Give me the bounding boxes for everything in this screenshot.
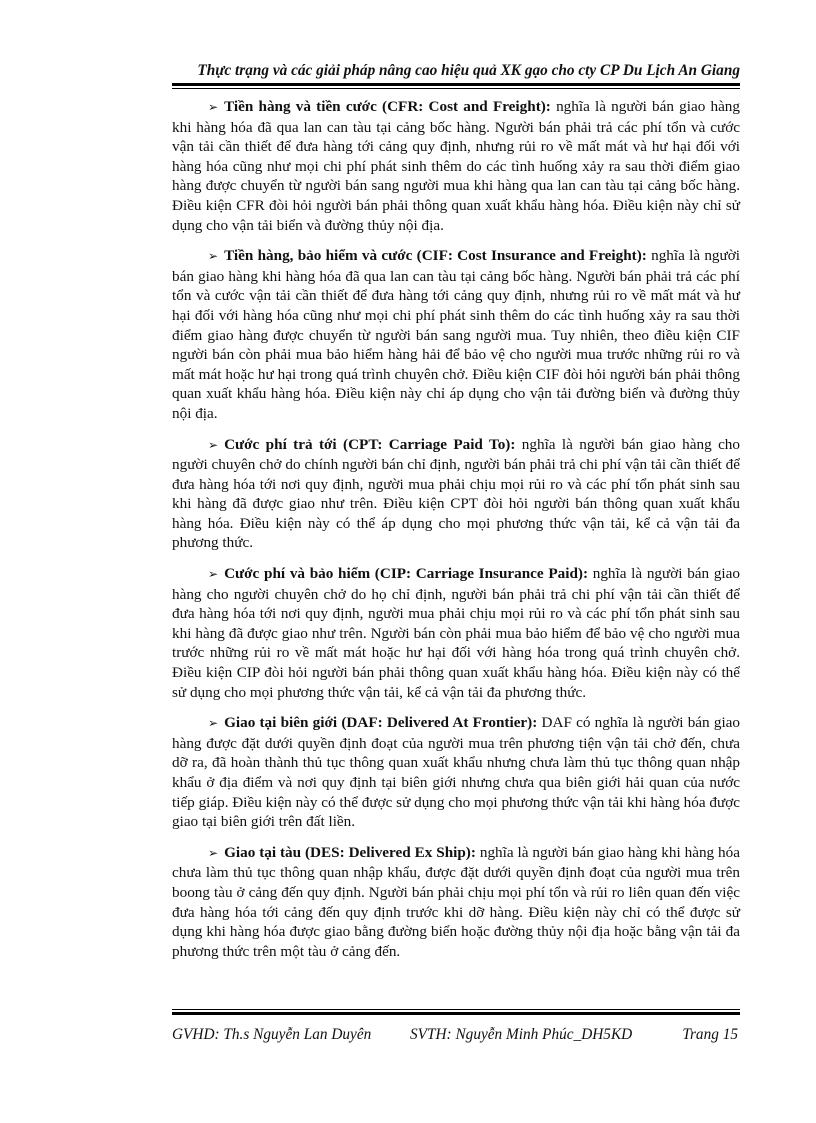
- paragraph-cip: [172, 564, 740, 702]
- footer-rule-thick: [172, 1012, 740, 1015]
- footer-advisor: GVHD: Th.s Nguyễn Lan Duyên: [172, 1026, 372, 1043]
- term-heading: Giao tại tàu (DES: Delivered Ex Ship):: [224, 843, 476, 861]
- paragraph-cif: [172, 246, 740, 423]
- paragraph-des: [172, 843, 740, 962]
- arrow-bullet-icon: ➢: [208, 716, 219, 731]
- arrow-bullet-icon: ➢: [208, 249, 219, 264]
- paragraph-daf: [172, 713, 740, 832]
- paragraph-text: nghĩa là người bán giao hàng khi hàng hóa đã qua lan can tàu tại cảng bốc hàng. Người bán phải trả các phí tổn và cước vận tải cần thiết để đưa hàng tới cảng quy định, nhưng rủi ro về mất mát và hư hại đối với hàng hóa cũng như mọi chi phí phát sinh thêm do các tình huống xảy ra sau thời điểm giao hàng được chuyển từ người bán sang người mua khi hàng qua lan can tàu tại cảng bốc hàng. Điều kiện CFR đòi hỏi người bán phải thông quan xuất khẩu hàng hóa. Điều kiện này chỉ sử dụng cho vận tải biển và đường thủy nội địa.: [172, 98, 740, 234]
- paragraph-cpt: [172, 435, 740, 554]
- paragraph-text: nghĩa là người bán giao hàng cho người chuyên chở do họ chỉ định, người bán phải trả chi phí vận tải cần thiết để đưa hàng hóa tới nơi quy định, người mua phải chịu mọi rủi ro và các phí tổn phát sinh sau khi hàng đã được giao như trên. Người bán còn phải mua bảo hiểm để bảo vệ cho người mua trước những rủi ro về mất mát hoặc hư hại đối với hàng hóa trong quá trình chuyên chở. Điều kiện CIP đòi hỏi người bán phải thông quan xuất khẩu hàng hóa. Điều kiện này có thể sử dụng cho mọi phương thức vận tải, kể cả vận tải đa phương thức.: [172, 565, 740, 701]
- arrow-bullet-icon: ➢: [208, 567, 219, 582]
- term-heading: Tiền hàng, bảo hiểm và cước (CIF: Cost Insurance and Freight):: [224, 247, 647, 265]
- term-heading: Cước phí trả tới (CPT: Carriage Paid To):: [224, 435, 516, 453]
- footer-student: SVTH: Nguyễn Minh Phúc_DH5KD: [410, 1026, 633, 1043]
- page-header-title: Thực trạng và các giải pháp nâng cao hiệu quả XK gạo cho cty CP Du Lịch An Giang: [197, 62, 740, 79]
- arrow-bullet-icon: ➢: [208, 437, 219, 452]
- paragraph-text: DAF có nghĩa là người bán giao hàng được đặt dưới quyền định đoạt của người mua trên phương tiện vận tải chở đến, chưa dỡ ra, đã hoàn thành thủ tục thông quan xuất khẩu nhưng chưa làm thủ tục thông quan nhập khẩu ở địa điểm và nơi quy định tại biên giới nhưng chưa qua biên giới hải quan của nước tiếp giáp. Điều kiện này có thể được sử dụng cho mọi phương thức vận tải khi hàng hóa được giao tại biên giới trên đất liền.: [172, 714, 741, 831]
- arrow-bullet-icon: ➢: [208, 100, 219, 114]
- arrow-bullet-icon: ➢: [208, 845, 219, 860]
- paragraph-text: nghĩa là người bán giao hàng cho người chuyên chở do chính người bán chỉ định, người bán phải trả chi phí vận tải cần thiết để đưa hàng hóa tới nơi quy định, người mua phải chịu mọi rủi ro và các phí tổn phát sinh sau khi hàng đã được giao như trên. Điều kiện CPT đòi hỏi người bán thông quan xuất khẩu hàng hóa. Điều kiện này có thể áp dụng cho mọi phương thức vận tải, kể cả vận tải đa phương thức.: [172, 435, 740, 552]
- paragraph-text: nghĩa là người bán giao hàng khi hàng hóa đã qua lan can tàu tại cảng bốc hàng. Người bán phải trả các phí tổn và cước vận tải cần thiết để đưa hàng tới cảng quy định, nhưng rủi ro về mất mát và hư hại đối với hàng hóa cũng như mọi chi phí phát sinh thêm do các tình huống xảy ra sau thời điểm giao hàng được chuyển từ người bán sang người mua. Tuy nhiên, theo điều kiện CIF người bán còn phải mua bảo hiểm hàng hải để bảo vệ cho người mua trước những rủi ro và mất mát hoặc hư hại trong quá trình chuyên chở. Điều kiện CIF đòi hỏi người bán phải thông quan xuất khẩu hàng hóa. Điều kiện này chỉ áp dụng cho vận tải đường biển và đường thủy nội địa.: [172, 247, 740, 422]
- paragraph-text: nghĩa là người bán giao hàng khi hàng hóa chưa làm thủ tục thông quan nhập khẩu, được đặt dưới quyền định đoạt của người mua trên boong tàu ở cảng đến quy định. Người bán phải chịu mọi phí tổn và rủi ro liên quan đến việc đưa hàng hóa tới cảng đến quy định trước khi dỡ hàng. Điều kiện này chỉ có thể được sử dụng khi hàng hóa được giao bằng đường biển hoặc đường thủy nội địa hoặc bằng vận tải đa phương thức trên một tàu ở cảng đến.: [172, 843, 740, 960]
- term-heading: Cước phí và bảo hiểm (CIP: Carriage Insurance Paid):: [224, 565, 589, 583]
- footer-page-number: Trang 15: [682, 1026, 738, 1043]
- term-heading: Giao tại biên giới (DAF: Delivered At Frontier):: [224, 714, 538, 732]
- term-heading: Tiền hàng và tiền cước (CFR: Cost and Freight):: [224, 98, 551, 115]
- footer-rule-thin: [172, 1009, 740, 1010]
- document-body: [172, 97, 740, 972]
- paragraph-cfr: [172, 97, 740, 235]
- header-rule-thin: [172, 88, 740, 89]
- header-rule-thick: [172, 83, 740, 86]
